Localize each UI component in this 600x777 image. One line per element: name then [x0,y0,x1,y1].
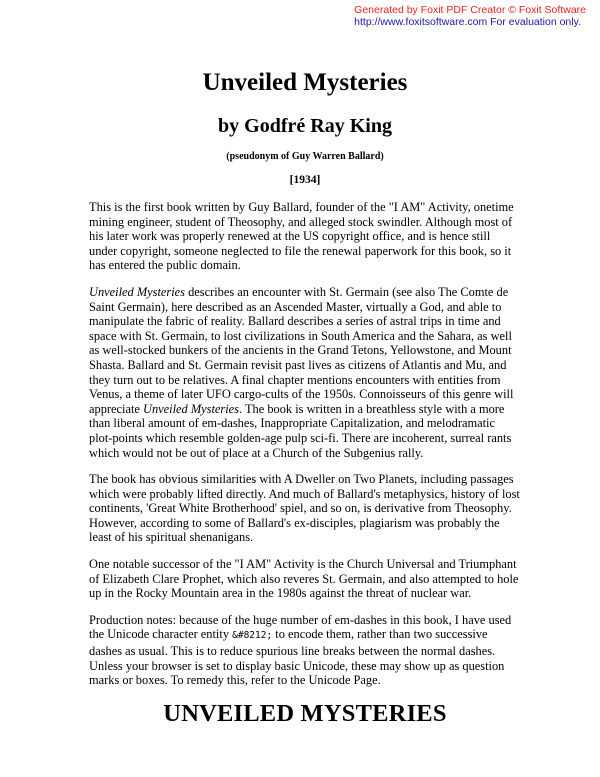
description-text-1: describes an encounter with St. Germain (see also The Comte de Saint Germain), here described as an Ascended Master, virtually a God, and able to manipulate the fabric of reality. Ballard describes a series of astral trips in time and space with St. Germain, to lost civilizations in South America and the Sahara, as well as well-stocked bunkers of the ancients in the Grand Tetons, Yellowstone, and Mount Shasta. Ballard and St. Germain revisit past lives as citizens of Atlantis and Mu, and they turn out to be relatives. A final chapter mentions encounters with entities from Venus, a theme of later UFO cargo-cults of the 1950s. Connoisseurs of this genre will appreciate [89,284,514,416]
unicode-entity: &#8212; [232,630,273,642]
document-page [89,68,521,728]
watermark-line-1: Generated by Foxit PDF Creator © Foxit Software [354,4,586,16]
paragraph-successor: One notable successor of the "I AM" Activity is the Church Universal and Triumphant of Elizabeth Clare Prophet, which also reveres St. Germain, and also attempted to hole up in the Rocky Mountain area in the 1980s against the threat of nuclear war. [89,557,519,601]
paragraph-intro: This is the first book written by Guy Ballard, founder of the "I AM" Activity, onetime mining engineer, student of Theosophy, and alleged stock swindler. Although most of his later work was properly renewed at the US copyright office, and is hence still under copyright, someone neglected to file the renewal paperwork for this book, so it has entered the public domain. [89,200,514,273]
production-text-1: Production notes: because of the huge number of em-dashes in this book, I have used the Unicode character entity [89,612,512,642]
paragraph-production-notes [89,613,521,688]
document-title: Unveiled Mysteries [202,69,408,96]
production-text-2: to encode them, rather than two successive dashes as usual. This is to reduce spurious line breaks between the normal dashes. Unless your browser is set to display basic Unicode, these may show up as question marks or boxes. To remedy this, refer to the Unicode Page. [89,627,505,688]
pseudonym-line: (pseudonym of Guy Warren Ballard) [226,151,384,162]
book-heading: UNVEILED MYSTERIES [163,699,447,727]
paragraph-similarities: The book has obvious similarities with A Dweller on Two Planets, including passages which were probably lifted directly. And much of Ballard's metaphysics, history of lost continents, 'Great White Brotherhood' spiel, and so on, is derivative from Theosophy. However, according to some of Ballard's ex-disciples, plagiarism was probably the least of his spiritual shenanigans. [89,472,520,545]
author-line: by Godfré Ray King [218,115,392,137]
book-title-italic: Unveiled Mysteries [89,284,185,299]
watermark [354,4,586,28]
paragraph-description [89,285,521,460]
description-text-2: . The book is written in a breathless style with a more than liberal amount of em-dashes, Inappropriate Capitalization, and melodramatic plot-points which resemble golden-age pulp sci-fi. There are incoherent, surreal rants which would not be out of place at a Church of the Subgenius rally. [89,401,512,460]
year-line: [1934] [289,174,321,186]
watermark-line-2: http://www.foxitsoftware.com For evaluation only. [354,16,581,28]
book-title-italic: Unveiled Mysteries [143,401,239,416]
